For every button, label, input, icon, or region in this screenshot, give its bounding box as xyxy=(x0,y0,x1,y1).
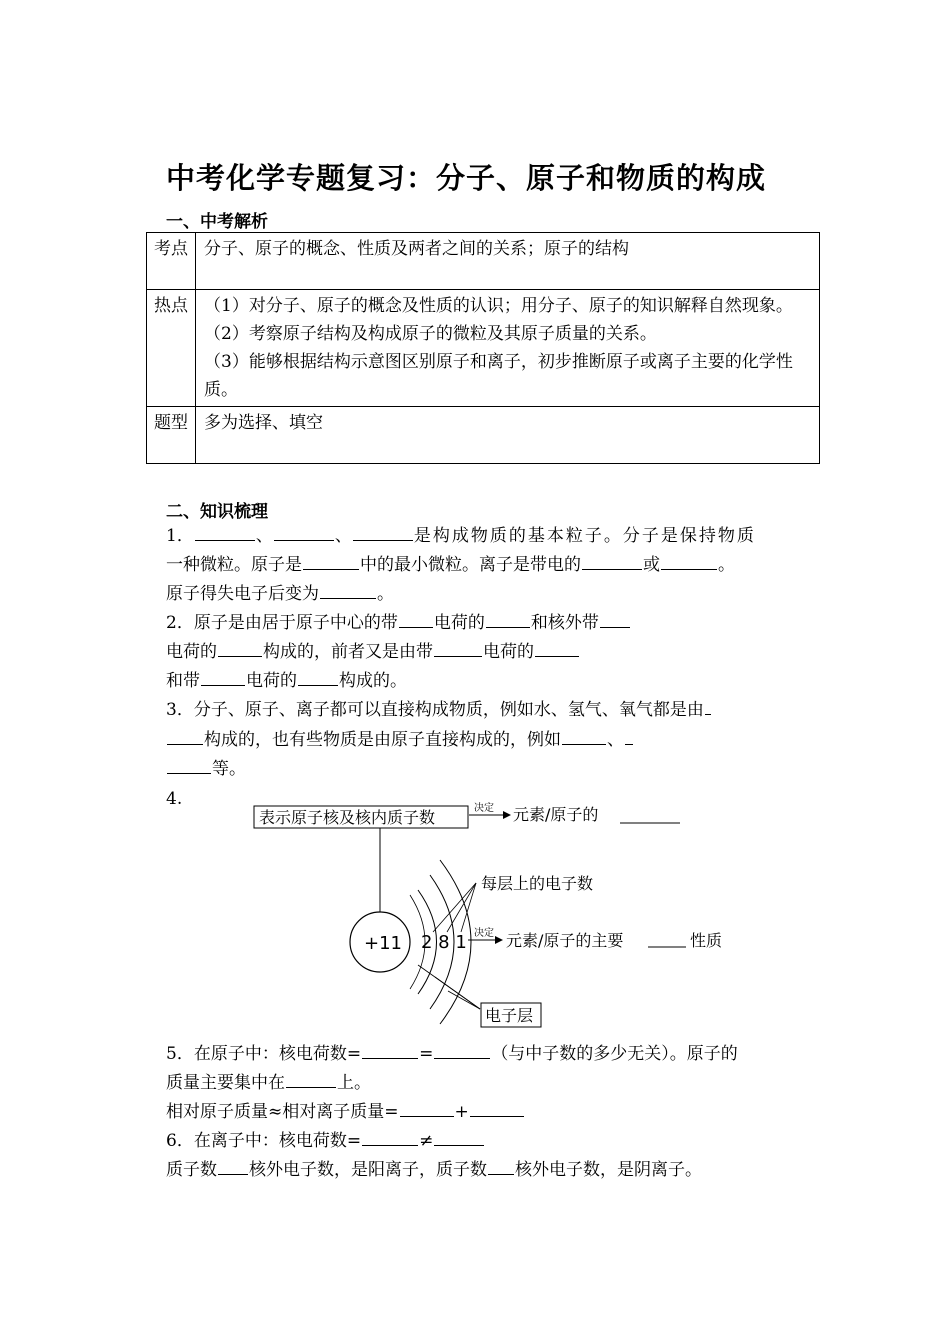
q3-text: 3．分子、原子、离子都可以直接构成物质，例如水、氢气、氧气都是由 xyxy=(166,700,704,720)
blank xyxy=(600,609,630,628)
blank xyxy=(298,667,338,686)
table-row xyxy=(147,290,820,407)
q5-line1 xyxy=(166,1040,738,1068)
q5-text: 质量主要集中在 xyxy=(166,1073,285,1093)
blank xyxy=(195,522,255,541)
pointer-line xyxy=(448,991,480,1009)
row-key: 热点 xyxy=(147,290,196,407)
q2-line3 xyxy=(166,667,407,695)
q2-text: 电荷的 xyxy=(433,613,485,633)
q2-text: 和核外带 xyxy=(530,613,599,633)
result-label-1: 元素/原子的 xyxy=(513,805,599,824)
row-line: 分子、原子的概念、性质及两者之间的关系；原子的结构 xyxy=(204,239,629,259)
blank xyxy=(582,551,642,570)
q1-text: 、 xyxy=(255,526,273,546)
q2-text: 电荷的 xyxy=(246,671,297,691)
row-line: （3）能够根据结构示意图区别原子和离子，初步推断原子或离子主要的化学性质。 xyxy=(204,352,793,400)
electron-counts: 2 8 1 xyxy=(421,932,467,953)
q2-text: 构成的，前者又是由带 xyxy=(263,642,433,662)
row-line: （2）考察原子结构及构成原子的微粒及其原子质量的关系。 xyxy=(204,324,657,344)
pointer-line xyxy=(447,883,476,932)
q2-text: 电荷的 xyxy=(483,642,534,662)
q5-text: = xyxy=(419,1044,434,1064)
blank xyxy=(218,638,262,657)
blank xyxy=(286,1069,336,1088)
blank xyxy=(486,609,530,628)
q4-number: 4. xyxy=(166,789,183,809)
blank xyxy=(274,522,334,541)
q5-text: 上。 xyxy=(337,1073,371,1093)
blank xyxy=(167,726,203,745)
blank xyxy=(353,522,413,541)
nucleus-charge: +11 xyxy=(364,933,402,954)
blank xyxy=(400,1098,454,1117)
blank xyxy=(167,755,211,774)
q6-text: 质子数 xyxy=(166,1160,217,1180)
row-key: 题型 xyxy=(147,407,196,464)
q2-text: 和带 xyxy=(166,671,200,691)
table-row xyxy=(147,233,820,290)
blank xyxy=(362,1040,418,1059)
row-line: （1）对分子、原子的概念及性质的认识；用分子、原子的知识解释自然现象。 xyxy=(204,296,793,316)
q2-line1 xyxy=(166,609,631,637)
blank xyxy=(303,551,359,570)
blank xyxy=(434,1040,490,1059)
q1-text: 原子得失电子后变为 xyxy=(166,584,319,604)
q3-text: 、 xyxy=(607,730,624,750)
q1-text: 、 xyxy=(334,526,352,546)
q1-line2 xyxy=(166,551,735,579)
blank xyxy=(562,726,606,745)
q1-text: 或 xyxy=(643,555,660,575)
analysis-table xyxy=(146,232,820,464)
q2-text: 电荷的 xyxy=(166,642,217,662)
q2-text: 构成的。 xyxy=(339,671,407,691)
q2-text: 2．原子是由居于原子中心的带 xyxy=(166,613,398,633)
q3-line3 xyxy=(166,755,246,783)
blank xyxy=(470,1098,524,1117)
q5-line3 xyxy=(166,1098,525,1126)
q6-text: 核外电子数，是阳离子，质子数 xyxy=(249,1160,487,1180)
q3-text: 构成的，也有些物质是由原子直接构成的，例如 xyxy=(204,730,561,750)
decide-label-1: 决定 xyxy=(474,803,494,814)
row-content xyxy=(196,233,820,290)
q6-line2 xyxy=(166,1156,702,1184)
q5-text: 相对原子质量≈相对离子质量= xyxy=(166,1102,399,1122)
page-title: 中考化学专题复习：分子、原子和物质的构成 xyxy=(166,161,767,195)
blank xyxy=(320,580,376,599)
row-line: 多为选择、填空 xyxy=(204,413,323,433)
q5-text: 5．在原子中：核电荷数= xyxy=(166,1044,362,1064)
q5-line2 xyxy=(166,1069,371,1097)
section-heading-knowledge: 二、知识梳理 xyxy=(166,502,268,522)
row-content xyxy=(196,407,820,464)
blank xyxy=(488,1156,514,1175)
blank xyxy=(434,1127,484,1146)
table-row xyxy=(147,407,820,464)
electron-layer-label: 电子层 xyxy=(485,1006,534,1025)
row-content xyxy=(196,290,820,407)
atom-structure-diagram xyxy=(240,795,740,1035)
q3-text: 等。 xyxy=(212,759,246,779)
section-heading-analysis: 一、中考解析 xyxy=(166,212,268,232)
blank xyxy=(434,638,482,657)
per-layer-label: 每层上的电子数 xyxy=(481,874,594,893)
nucleus-label: 表示原子核及核内质子数 xyxy=(259,808,436,827)
q1-text: 。 xyxy=(718,555,735,575)
q6-text: ≠ xyxy=(419,1131,434,1151)
blank xyxy=(661,551,717,570)
q3-line2 xyxy=(166,726,634,754)
pointer-line xyxy=(461,883,476,932)
blank xyxy=(201,667,245,686)
blank xyxy=(362,1127,418,1146)
q5-text: + xyxy=(454,1102,469,1122)
q1-text: 中的最小微粒。离子是带电的 xyxy=(360,555,581,575)
blank xyxy=(535,638,579,657)
q6-line1 xyxy=(166,1127,485,1155)
q2-line2 xyxy=(166,638,580,666)
blank xyxy=(625,726,633,745)
q1-text: 一种微粒。原子是 xyxy=(166,555,302,575)
pointer-line xyxy=(435,977,480,1009)
q3-line1 xyxy=(166,696,712,724)
q1-text: 是构成物质的基本粒子。分子是保持物质 xyxy=(413,526,756,546)
q6-text: 6．在离子中：核电荷数= xyxy=(166,1131,362,1151)
q1-text: 1． xyxy=(166,526,194,546)
q6-text: 核外电子数，是阴离子。 xyxy=(515,1160,702,1180)
blank xyxy=(218,1156,248,1175)
q1-line1 xyxy=(166,522,756,550)
result-label-2b: 性质 xyxy=(690,931,723,950)
decide-label-2: 决定 xyxy=(474,928,494,939)
row-key: 考点 xyxy=(147,233,196,290)
result-label-2a: 元素/原子的主要 xyxy=(506,931,624,950)
blank xyxy=(399,609,433,628)
q5-text: （与中子数的多少无关）。原子的 xyxy=(491,1044,738,1064)
q1-line3 xyxy=(166,580,394,608)
q1-text: 。 xyxy=(377,584,394,604)
blank xyxy=(705,696,711,715)
